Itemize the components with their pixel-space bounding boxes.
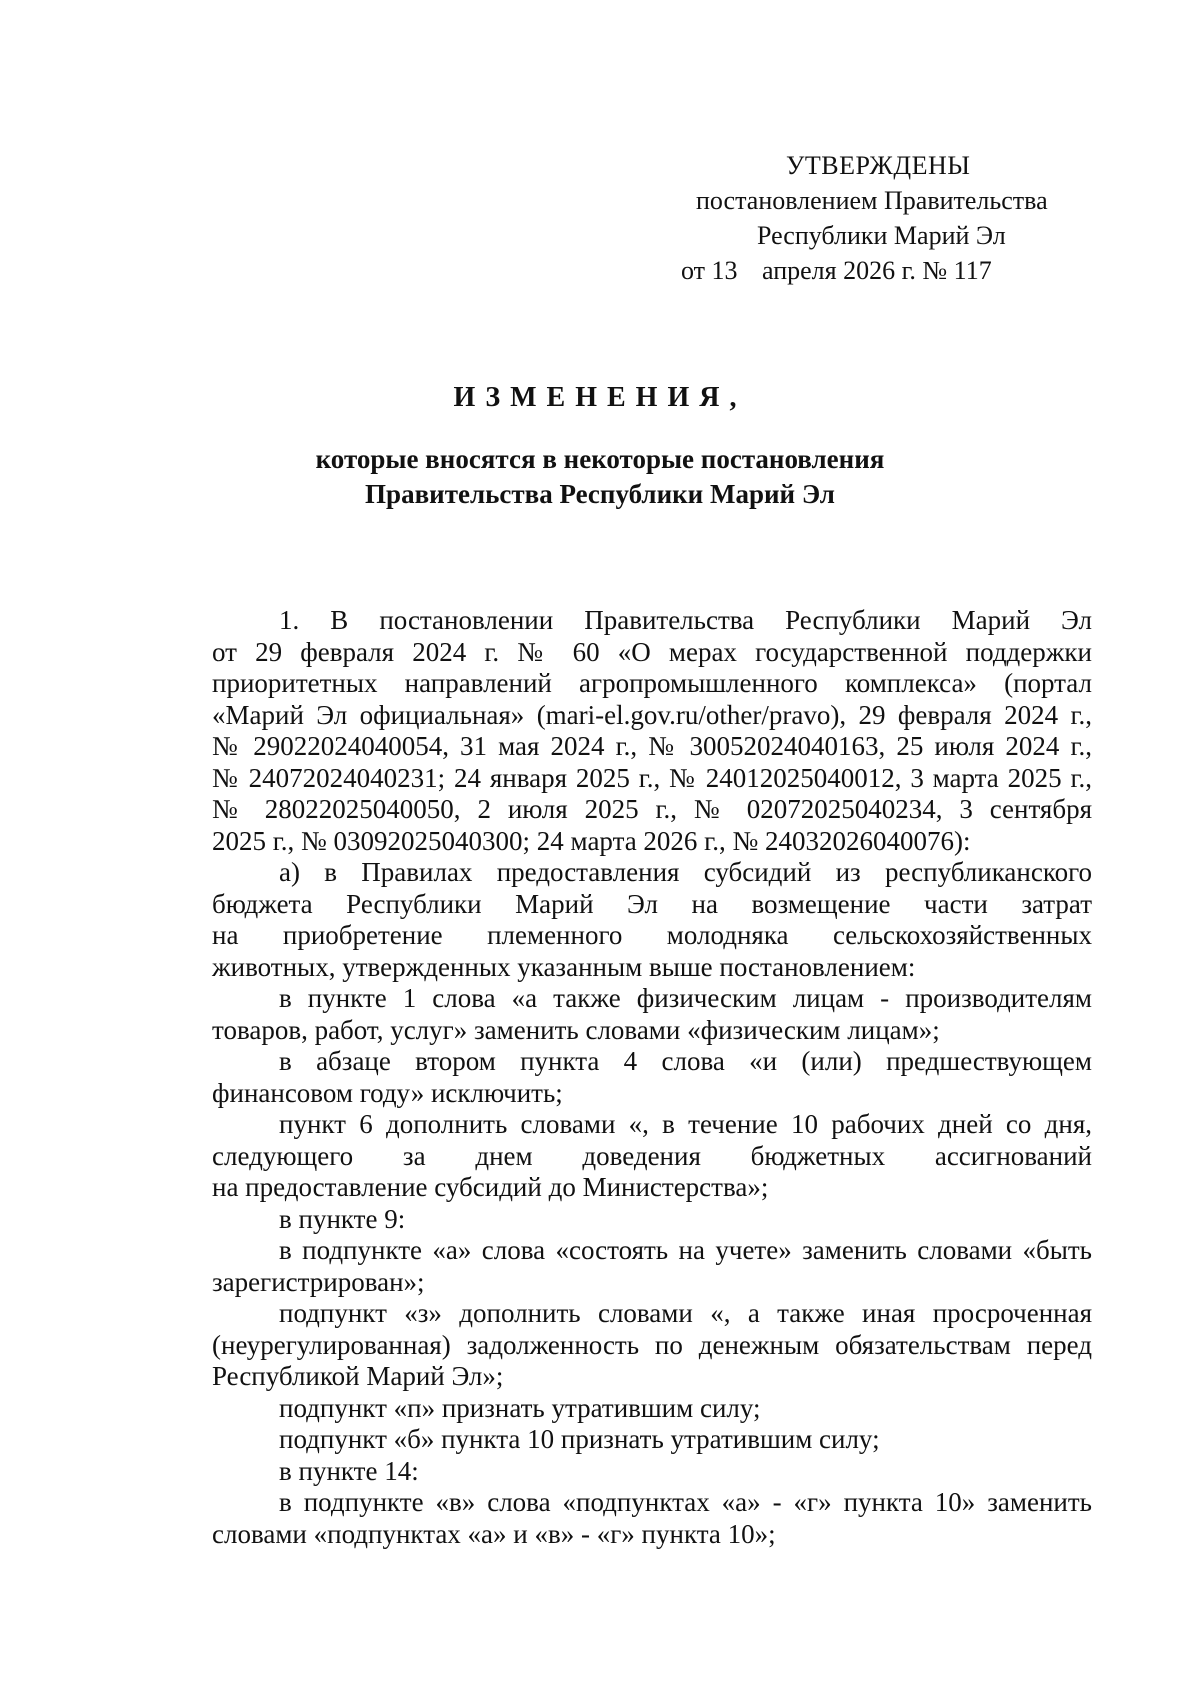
document-subtitle — [0, 442, 1200, 512]
body-line: (неурегулированная) задолженность по денежным обязательствам перед — [212, 1329, 1092, 1360]
body-line: товаров, работ, услуг» заменить словами «физическим лицам»; — [212, 1014, 940, 1045]
subtitle-line-2: Правительства Республики Марий Эл — [365, 479, 835, 509]
body-line: подпункт «з» дополнить словами «, а также иная просроченная — [279, 1298, 1092, 1328]
body-line: подпункт «б» пункта 10 признать утратившим силу; — [279, 1424, 880, 1454]
body-line: подпункт «п» признать утратившим силу; — [279, 1392, 761, 1423]
body-line: «Марий Эл официальная» (mari-el.gov.ru/other/pravo), 29 февраля 2024 г., — [212, 699, 1092, 730]
body-line: на предоставление субсидий до Министерства»; — [212, 1172, 769, 1202]
approval-date-prefix: от — [681, 256, 706, 285]
approval-stamp — [681, 148, 1090, 288]
body-line: от 29 февраля 2024 г. № 60 «О мерах государственной поддержки — [212, 636, 1092, 667]
body-line: 1. В постановлении Правительства Республики Марий Эл — [279, 605, 1092, 635]
body-line: в подпункте «а» слова «состоять на учете» заменить словами «быть — [279, 1235, 1092, 1265]
body-line: пункт 6 дополнить словами «, в течение 10 рабочих дней со дня, — [279, 1109, 1092, 1139]
approval-date-rest: апреля 2026 г. № 117 — [762, 256, 992, 285]
body-line: финансовом году» исключить; — [212, 1077, 563, 1108]
body-line: в абзаце втором пункта 4 слова «и (или) предшествующем — [279, 1046, 1092, 1076]
body-line: зарегистрирован»; — [212, 1266, 425, 1297]
body-line: № 28022025040050, 2 июля 2025 г., № 02072025040234, 3 сентября — [212, 794, 1092, 824]
body-line: в пункте 9: — [279, 1203, 406, 1234]
body-line: бюджета Республики Марий Эл на возмещение части затрат — [212, 888, 1092, 919]
body-line: словами «подпунктах «а» и «в» - «г» пункта 10»; — [212, 1518, 776, 1549]
body-line: № 24072024040231; 24 января 2025 г., № 24012025040012, 3 марта 2025 г., — [212, 762, 1092, 793]
body-line: Республикой Марий Эл»; — [212, 1361, 504, 1391]
body-line: в пункте 1 слова «а также физическим лицам - производителям — [279, 983, 1092, 1013]
approval-authority: постановлением Правительства — [696, 186, 1048, 215]
body-line: на приобретение племенного молодняка сельскохозяйственных — [212, 920, 1092, 950]
document-body — [212, 605, 1092, 1550]
document-title: ИЗМЕНЕНИЯ, — [453, 382, 747, 413]
body-line: следующего за днем доведения бюджетных ассигнований — [212, 1140, 1092, 1171]
body-line: а) в Правилах предоставления субсидий из республиканского — [279, 857, 1092, 887]
body-line: в пункте 14: — [279, 1455, 419, 1486]
approval-date — [681, 253, 1090, 288]
body-line: приоритетных направлений агропромышленного комплекса» (портал — [212, 668, 1092, 698]
body-line: в подпункте «в» слова «подпунктах «а» - «г» пункта 10» заменить — [279, 1487, 1092, 1517]
approval-region: Республики Марий Эл — [757, 221, 1006, 250]
subtitle-line-1: которые вносятся в некоторые постановления — [315, 444, 885, 474]
body-line: животных, утвержденных указанным выше постановлением: — [212, 951, 916, 982]
body-line: № 29022024040054, 31 мая 2024 г., № 30052024040163, 25 июля 2024 г., — [212, 731, 1092, 761]
body-line: 2025 г., № 03092025040300; 24 марта 2026 г., № 24032026040076): — [212, 825, 971, 856]
approval-heading: УТВЕРЖДЕНЫ — [786, 151, 971, 180]
approval-date-day: 13 — [711, 256, 738, 285]
